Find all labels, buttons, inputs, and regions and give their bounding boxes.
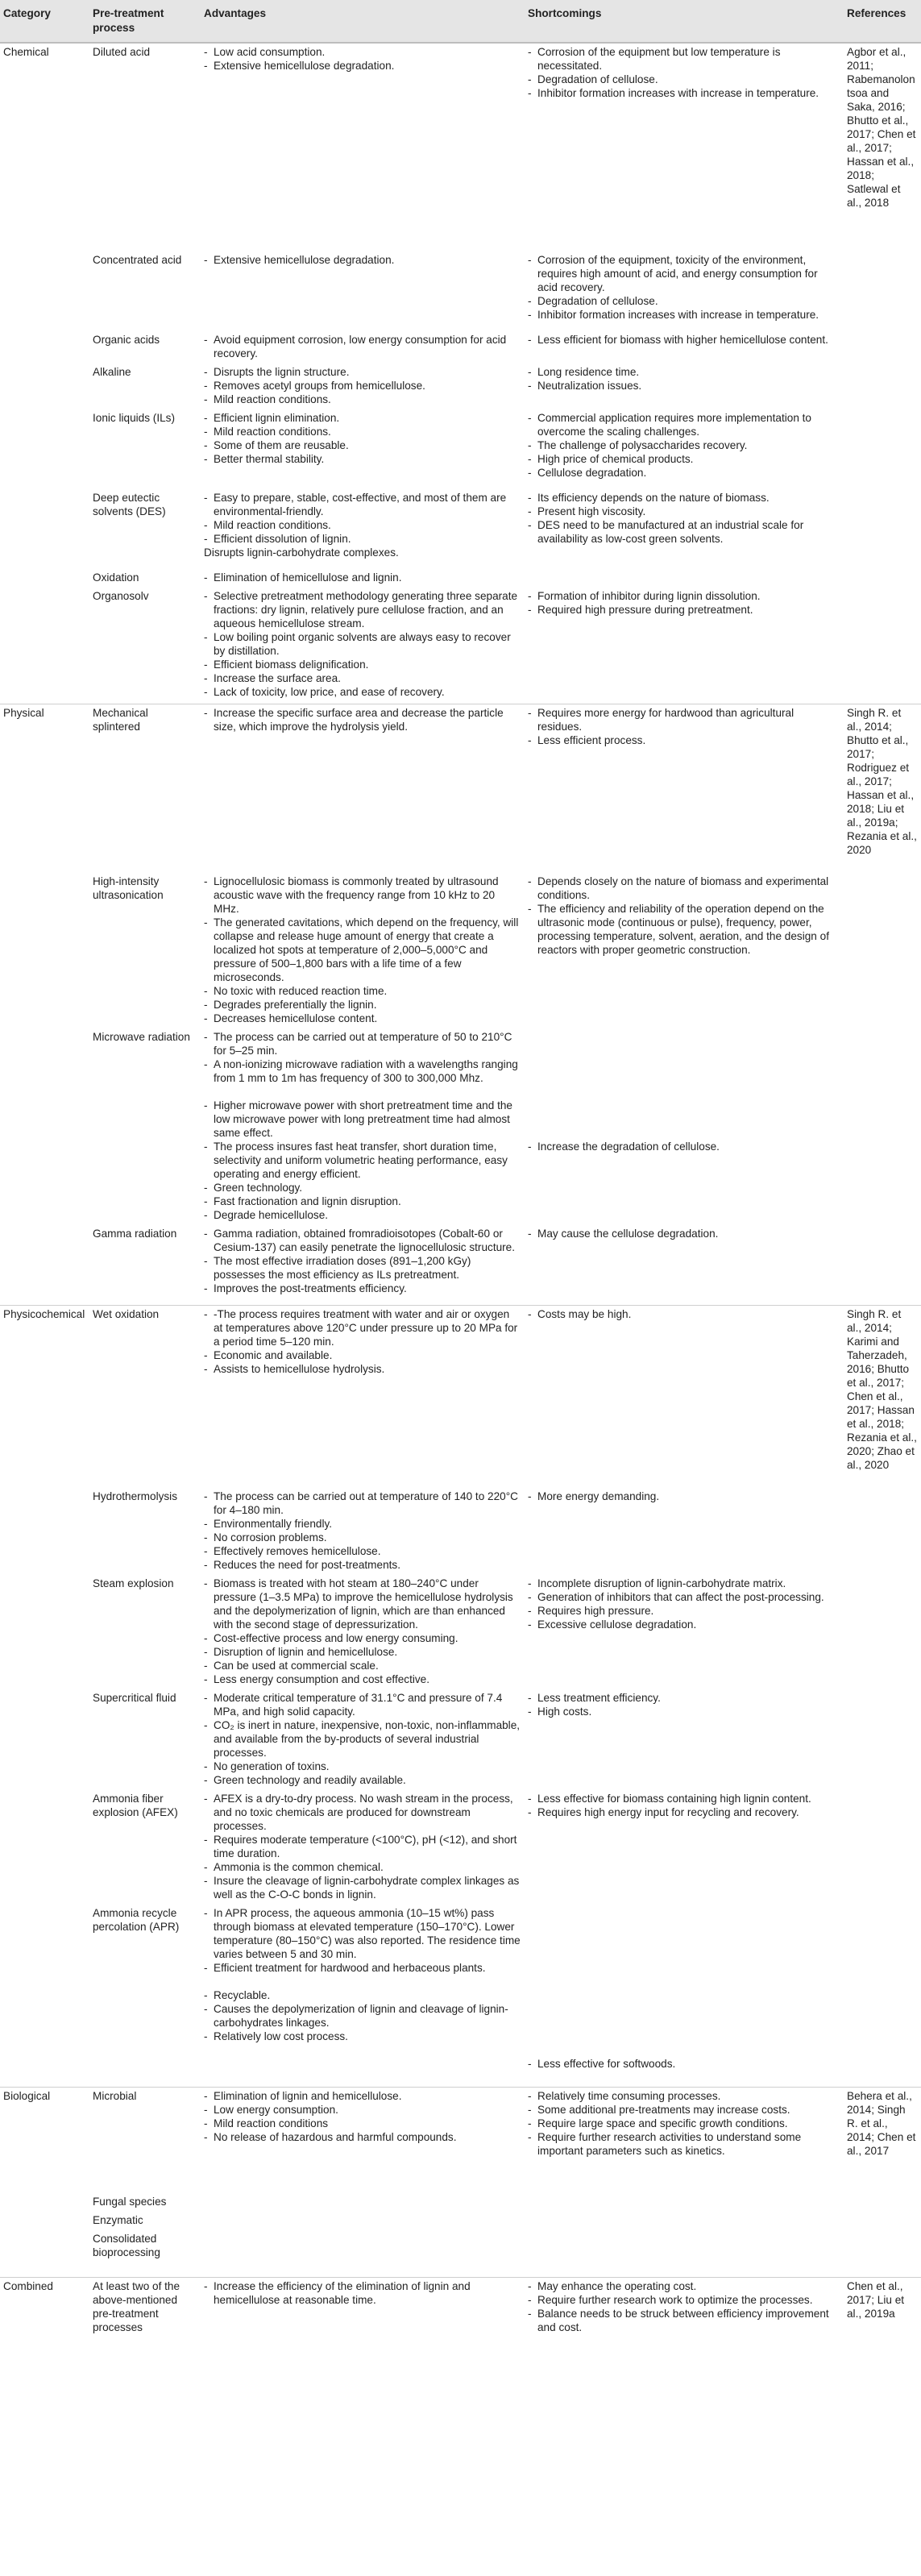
cell-references [844,251,921,331]
list-item: - Recyclable. [204,1988,521,2002]
cell-advantages [201,489,525,569]
advantages-list [204,571,521,584]
list-item: - Long residence time. [528,365,840,379]
list-item: - Efficient biomass delignification. [204,658,521,671]
cell-advantages [201,588,525,704]
advantages-list [204,2089,521,2144]
table-row [0,2230,921,2278]
advantages-list-continued [204,1988,521,2043]
cell-category [0,409,89,489]
shortcomings-list [528,2089,840,2158]
shortcomings-list [528,1140,840,1153]
cell-process: Concentrated acid [93,254,182,266]
cell-shortcomings [525,1689,844,1790]
list-item: - Mild reaction conditions. [204,425,521,438]
table-row [0,2212,921,2230]
cell-advantages [201,43,525,251]
list-item: - Mild reaction conditions [204,2117,521,2130]
table-row [0,1905,921,2088]
cell-shortcomings [525,364,844,409]
shortcomings-list [528,491,840,546]
cell-process: Gamma radiation [93,1228,177,1240]
header-row [0,0,921,43]
cell-advantages [201,2212,525,2230]
list-item: - Lignocellulosic biomass is commonly treated by ultrasound acoustic wave with the frequency range from 10 kHz to 20 MHz. [204,875,521,916]
list-item: - Low acid consumption. [204,45,521,59]
list-item: - Requires more energy for hardwood than agricultural residues. [528,706,840,733]
list-item: - Relatively low cost process. [204,2030,521,2043]
shortcomings-list [528,706,840,747]
list-item: - Formation of inhibitor during lignin dissolution. [528,589,840,603]
list-item: - CO₂ is inert in nature, inexpensive, non-toxic, non-inflammable, and available from the by-products of several industrial processes. [204,1718,521,1760]
cell-category [0,489,89,569]
header-process: Pre-treatment process [89,0,201,43]
advantages-list [204,253,521,267]
list-item: - Can be used at commercial scale. [204,1659,521,1672]
list-item: - Moderate critical temperature of 31.1°C and pressure of 7.4 MPa, and high solid capacity. [204,1691,521,1718]
cell-shortcomings [525,1790,844,1905]
list-item: - The efficiency and reliability of the operation depend on the ultrasonic mode (continuous or pulse), frequency, power, processing temperature, solvent, aeration, and the design of reactors with proper geometric construction. [528,902,840,957]
list-item: - The process can be carried out at temperature of 140 to 220°C for 4–180 min. [204,1490,521,1517]
header-shortcomings: Shortcomings [525,0,844,43]
list-item: - Less energy consumption and cost effective. [204,1672,521,1686]
list-item: - Low energy consumption. [204,2103,521,2117]
list-item: - Elimination of hemicellulose and lignin. [204,571,521,584]
list-item: - Better thermal stability. [204,452,521,466]
list-item: - Insure the cleavage of lignin-carbohydrate complex linkages as well as the C-O-C bonds in lignin. [204,1874,521,1901]
list-item: - Require further research work to optimize the processes. [528,2293,840,2307]
list-item: - Some of them are reusable. [204,438,521,452]
table-row [0,43,921,251]
cell-category: Combined [0,2278,89,2345]
list-item: - May cause the cellulose degradation. [528,1227,840,1240]
cell-advantages [201,409,525,489]
shortcomings-list [528,45,840,100]
table-row [0,409,921,489]
cell-advantages [201,364,525,409]
cell-process: Ammonia fiber explosion (AFEX) [93,1793,178,1818]
cell-shortcomings [525,43,844,251]
table-row [0,704,921,874]
advantages-list [204,365,521,406]
advantages-list [204,333,521,360]
cell-shortcomings [525,251,844,331]
list-item: - Ammonia is the common chemical. [204,1860,521,1874]
list-gap [204,1085,521,1099]
header-references: References [844,0,921,43]
cell-process: Deep eutectic solvents (DES) [93,492,166,517]
advantages-list [204,589,521,699]
list-item: - High price of chemical products. [528,452,840,466]
cell-process: Steam explosion [93,1577,174,1589]
cell-references [844,1225,921,1306]
shortcomings-list [528,1490,840,1503]
cell-category [0,1689,89,1790]
list-item: - The process can be carried out at temperature of 50 to 210°C for 5–25 min. [204,1030,521,1057]
list-item: - Inhibitor formation increases with increase in temperature. [528,308,840,322]
cell-category: Physicochemical [0,1306,89,1489]
table-row [0,364,921,409]
shortcomings-list [528,1227,840,1240]
list-item: - Disruption of lignin and hemicellulose. [204,1645,521,1659]
cell-category [0,2230,89,2278]
advantages-list [204,2279,521,2307]
cell-shortcomings [525,1488,844,1575]
list-item: - Some additional pre-treatments may increase costs. [528,2103,840,2117]
cell-process: Organic acids [93,334,160,346]
cell-category [0,331,89,364]
list-item: - In APR process, the aqueous ammonia (10–15 wt%) pass through biomass at elevated temperature (150–170°C). Lower temperature (80–150°C) was also reported. The residence time varies between 5 and 30 min. [204,1906,521,1961]
cell-process: Microbial [89,2088,201,2194]
list-item: - Elimination of lignin and hemicellulose. [204,2089,521,2103]
list-item: - Extensive hemicellulose degradation. [204,253,521,267]
list-item: - Less treatment efficiency. [528,1691,840,1705]
shortcomings-list [528,1577,840,1631]
list-item: - Require large space and specific growth conditions. [528,2117,840,2130]
table-body [0,43,921,2344]
list-item: - Less efficient process. [528,733,840,747]
shortcomings-list [528,589,840,617]
cell-shortcomings [525,1028,844,1225]
list-item: - Higher microwave power with short pretreatment time and the low microwave power with long pretreatment time had almost same effect. [204,1099,521,1140]
list-item: - Fast fractionation and lignin disruption. [204,1195,521,1208]
list-item: - Inhibitor formation increases with increase in temperature. [528,86,840,100]
list-item: - Less efficient for biomass with higher hemicellulose content. [528,333,840,347]
shortcomings-list [528,365,840,393]
cell-shortcomings [525,1575,844,1689]
list-item: - Mild reaction conditions. [204,393,521,406]
advantages-list [204,1792,521,1901]
table-row [0,1225,921,1306]
cell-advantages [201,1575,525,1689]
list-item: - Degrades preferentially the lignin. [204,998,521,1012]
list-item: - Relatively time consuming processes. [528,2089,840,2103]
cell-references [844,409,921,489]
cell-category [0,1488,89,1575]
cell-references [844,588,921,704]
list-item: - Neutralization issues. [528,379,840,393]
cell-process: Hydrothermolysis [93,1490,177,1502]
list-item: - -The process requires treatment with water and air or oxygen at temperatures above 120°C under pressure up to 20 MPa for a period time 5–120 min. [204,1307,521,1348]
advantages-list [204,875,521,1025]
list-item: - Effectively removes hemicellulose. [204,1544,521,1558]
cell-references [844,364,921,409]
cell-references: Singh R. et al., 2014; Bhutto et al., 2017; Rodriguez et al., 2017; Hassan et al., 2018; Liu et al., 2019a; Rezania et al., 2020 [844,704,921,874]
list-item: - Economic and available. [204,1348,521,1362]
shortcomings-list [528,1792,840,1819]
cell-category: Chemical [0,43,89,251]
list-item: - Less effective for softwoods. [528,2057,840,2071]
list-item: - Cellulose degradation. [528,466,840,480]
cell-advantages [201,2230,525,2278]
cell-category [0,588,89,704]
list-item: - Requires moderate temperature (<100°C), pH (<12), and short time duration. [204,1833,521,1860]
shortcomings-list [528,2279,840,2334]
cell-process: High-intensity ultrasonication [93,875,164,901]
cell-references [844,2193,921,2212]
list-item: - Lack of toxicity, low price, and ease of recovery. [204,685,521,699]
cell-process: Enzymatic [93,2214,143,2226]
cell-process: Oxidation [93,571,139,584]
shortcomings-list [528,333,840,347]
list-item: - High costs. [528,1705,840,1718]
cell-advantages [201,1028,525,1225]
table-row [0,1488,921,1575]
list-item: - Easy to prepare, stable, cost-effective, and most of them are environmental-friendly. [204,491,521,518]
cell-shortcomings [525,2230,844,2278]
cell-category [0,569,89,588]
cell-references [844,873,921,1028]
table-row [0,251,921,331]
shortcomings-list [528,875,840,957]
list-item: - Mild reaction conditions. [204,518,521,532]
cell-shortcomings [525,1306,844,1489]
cell-process: Diluted acid [89,43,201,251]
cell-references [844,2212,921,2230]
table-row [0,1575,921,1689]
cell-category [0,1028,89,1225]
list-item: - Requires high pressure. [528,1604,840,1618]
table-row [0,873,921,1028]
advantages-list [204,1227,521,1295]
list-item: - No release of hazardous and harmful compounds. [204,2130,521,2144]
list-item: - Selective pretreatment methodology generating three separate fractions: dry lignin, relatively pure cellulose fraction, and an aqueous hemicellulose stream. [204,589,521,630]
cell-shortcomings [525,2088,844,2194]
cell-advantages [201,2278,525,2345]
list-item: - Required high pressure during pretreatment. [528,603,840,617]
list-item: - Corrosion of the equipment, toxicity of the environment, requires high amount of acid, and energy consumption for acid recovery. [528,253,840,294]
cell-process: Microwave radiation [93,1031,190,1043]
cell-references: Agbor et al., 2011; Rabemanolontsoa and Saka, 2016; Bhutto et al., 2017; Chen et al., 2017; Hassan et al., 2018; Satlewal et al., 2018 [844,43,921,251]
table-row [0,1306,921,1489]
cell-advantages [201,569,525,588]
list-item: - Green technology. [204,1181,521,1195]
table-row [0,2193,921,2212]
cell-category [0,2193,89,2212]
cell-advantages [201,1225,525,1306]
list-item: - Requires high energy input for recycling and recovery. [528,1805,840,1819]
cell-references [844,1028,921,1225]
list-item: - Excessive cellulose degradation. [528,1618,840,1631]
header-advantages: Advantages [201,0,525,43]
table-row [0,569,921,588]
list-item: - Increase the specific surface area and decrease the particle size, which improve the hydrolysis yield. [204,706,521,733]
list-item: - Depends closely on the nature of biomass and experimental conditions. [528,875,840,902]
shortcomings-list [528,1691,840,1718]
cell-shortcomings [525,2212,844,2230]
advantages-list [204,1691,521,1787]
advantages-list [204,1577,521,1686]
list-item: - Increase the efficiency of the elimination of lignin and hemicellulose at reasonable time. [204,2279,521,2307]
cell-references: Singh R. et al., 2014; Karimi and Taherzadeh, 2016; Bhutto et al., 2017; Chen et al., 2017; Hassan et al., 2018; Rezania et al., 2020; Zhao et al., 2020 [844,1306,921,1489]
cell-advantages [201,251,525,331]
list-item: - Extensive hemicellulose degradation. [204,59,521,73]
cell-shortcomings [525,704,844,874]
cell-advantages [201,2088,525,2194]
list-item: - Efficient lignin elimination. [204,411,521,425]
cell-shortcomings [525,569,844,588]
cell-shortcomings [525,2193,844,2212]
list-item: - No generation of toxins. [204,1760,521,1773]
cell-advantages [201,1689,525,1790]
cell-advantages [201,2193,525,2212]
list-item: - May enhance the operating cost. [528,2279,840,2293]
shortcomings-list [528,2057,840,2071]
cell-category [0,1575,89,1689]
list-item: - Efficient dissolution of lignin. [204,532,521,546]
table-row [0,1028,921,1225]
advantages-list [204,1490,521,1572]
cell-references [844,1488,921,1575]
cell-references [844,331,921,364]
advantages-list [204,491,521,546]
list-item: - Efficient treatment for hardwood and herbaceous plants. [204,1961,521,1975]
list-item: - Require further research activities to understand some important parameters such as kinetics. [528,2130,840,2158]
list-item: - Degradation of cellulose. [528,294,840,308]
list-item: - The challenge of polysaccharides recovery. [528,438,840,452]
cell-references [844,1689,921,1790]
list-item: - The most effective irradiation doses (891–1,200 kGy) possesses the most efficiency as ILs pretreatment. [204,1254,521,1282]
cell-shortcomings [525,409,844,489]
cell-process: Fungal species [93,2196,167,2208]
cell-advantages [201,1306,525,1489]
list-item: - Degrade hemicellulose. [204,1208,521,1222]
list-item: - Decreases hemicellulose content. [204,1012,521,1025]
cell-category: Biological [0,2088,89,2194]
cell-category: Physical [0,704,89,874]
advantages-list-continued [204,1099,521,1222]
table-row [0,588,921,704]
advantages-list [204,411,521,466]
list-item: - Its efficiency depends on the nature of biomass. [528,491,840,505]
cell-references [844,2230,921,2278]
advantage-note: Disrupts lignin-carbohydrate complexes. [204,546,399,559]
cell-references: Chen et al., 2017; Liu et al., 2019a [844,2278,921,2345]
list-item: - Generation of inhibitors that can affect the post-processing. [528,1590,840,1604]
list-item: - Incomplete disruption of lignin-carbohydrate matrix. [528,1577,840,1590]
list-item: - Avoid equipment corrosion, low energy consumption for acid recovery. [204,333,521,360]
cell-category [0,251,89,331]
shortcomings-list [528,411,840,480]
table-header [0,0,921,43]
advantages-list [204,1030,521,1085]
list-item: - Green technology and readily available. [204,1773,521,1787]
table-row [0,331,921,364]
list-item: - Gamma radiation, obtained fromradioisotopes (Cobalt-60 or Cesium-137) can easily penetrate the lignocellulosic structure. [204,1227,521,1254]
cell-shortcomings [525,331,844,364]
list-item: - A non-ionizing microwave radiation with a wavelengths ranging from 1 mm to 1m has frequency of 300 to 300,000 Mhz. [204,1057,521,1085]
list-item: - Commercial application requires more implementation to overcome the scaling challenges. [528,411,840,438]
advantages-list [204,45,521,73]
cell-references [844,569,921,588]
cell-references [844,1575,921,1689]
cell-advantages [201,1790,525,1905]
cell-category [0,1225,89,1306]
header-category: Category [0,0,89,43]
list-item: - DES need to be manufactured at an industrial scale for availability as low-cost green solvents. [528,518,840,546]
list-item: - Less effective for biomass containing high lignin content. [528,1792,840,1805]
shortcomings-list [528,253,840,322]
list-item: - Reduces the need for post-treatments. [204,1558,521,1572]
list-item: - Removes acetyl groups from hemicellulose. [204,379,521,393]
list-item: - No toxic with reduced reaction time. [204,984,521,998]
cell-category [0,364,89,409]
cell-advantages [201,873,525,1028]
cell-references [844,1905,921,2088]
list-item: - Balance needs to be struck between efficiency improvement and cost. [528,2307,840,2334]
list-item: - Degradation of cellulose. [528,73,840,86]
table-row [0,1689,921,1790]
list-gap [204,1975,521,1988]
list-item: - Increase the degradation of cellulose. [528,1140,840,1153]
cell-shortcomings [525,873,844,1028]
cell-process: Alkaline [93,366,131,378]
list-item: - Corrosion of the equipment but low temperature is necessitated. [528,45,840,73]
cell-advantages [201,1488,525,1575]
cell-process: Organosolv [93,590,149,602]
list-item: - Assists to hemicellulose hydrolysis. [204,1362,521,1376]
cell-advantages [201,331,525,364]
list-item: - Costs may be high. [528,1307,840,1321]
cell-shortcomings [525,588,844,704]
list-item: - More energy demanding. [528,1490,840,1503]
shortcomings-list [528,1307,840,1321]
list-item: - Environmentally friendly. [204,1517,521,1531]
cell-shortcomings [525,489,844,569]
list-item: - Cost-effective process and low energy consuming. [204,1631,521,1645]
cell-advantages [201,704,525,874]
cell-process: Ammonia recycle percolation (APR) [93,1907,180,1933]
list-item: - Improves the post-treatments efficiency. [204,1282,521,1295]
cell-references [844,489,921,569]
list-item: - Increase the surface area. [204,671,521,685]
cell-process: Mechanical splintered [89,704,201,874]
cell-category [0,873,89,1028]
cell-category [0,1790,89,1905]
table-row [0,489,921,569]
advantages-list [204,1307,521,1376]
list-item: - Low boiling point organic solvents are always easy to recover by distillation. [204,630,521,658]
cell-shortcomings [525,1225,844,1306]
cell-process: Supercritical fluid [93,1692,176,1704]
cell-shortcomings [525,1905,844,2088]
cell-advantages [201,1905,525,2088]
list-item: - Present high viscosity. [528,505,840,518]
cell-category [0,1905,89,2088]
list-item: - Biomass is treated with hot steam at 180–240°C under pressure (1–3.5 MPa) to improve the hemicellulose hydrolysis and the depolymerization of lignin, which are than enhanced with the second stage of depressurization. [204,1577,521,1631]
advantages-list [204,1906,521,1975]
cell-process: Ionic liquids (ILs) [93,412,175,424]
cell-references [844,1790,921,1905]
list-item: - AFEX is a dry-to-dry process. No wash stream in the process, and no toxic chemicals are produced for downstream processes. [204,1792,521,1833]
cell-references: Behera et al., 2014; Singh R. et al., 2014; Chen et al., 2017 [844,2088,921,2194]
advantages-list [204,706,521,733]
cell-category [0,2212,89,2230]
table-row [0,2088,921,2194]
cell-process: Consolidated bioprocessing [93,2233,160,2258]
list-item: - The generated cavitations, which depend on the frequency, will collapse and release huge amount of energy that create a localized hot spots at temperature of 2,000–5,000°C and pressure of 500–1,800 bars with a life time of a few microseconds. [204,916,521,984]
cell-shortcomings [525,2278,844,2345]
table-row [0,1790,921,1905]
list-item: - Disrupts the lignin structure. [204,365,521,379]
table-row [0,2278,921,2345]
list-item: - Causes the depolymerization of lignin and cleavage of lignin-carbohydrates linkages. [204,2002,521,2030]
list-item: - The process insures fast heat transfer, short duration time, selectivity and uniform volumetric heating performance, easy operating and energy efficient. [204,1140,521,1181]
cell-process: At least two of the above-mentioned pre-treatment processes [89,2278,201,2345]
list-item: - No corrosion problems. [204,1531,521,1544]
cell-process: Wet oxidation [89,1306,201,1489]
